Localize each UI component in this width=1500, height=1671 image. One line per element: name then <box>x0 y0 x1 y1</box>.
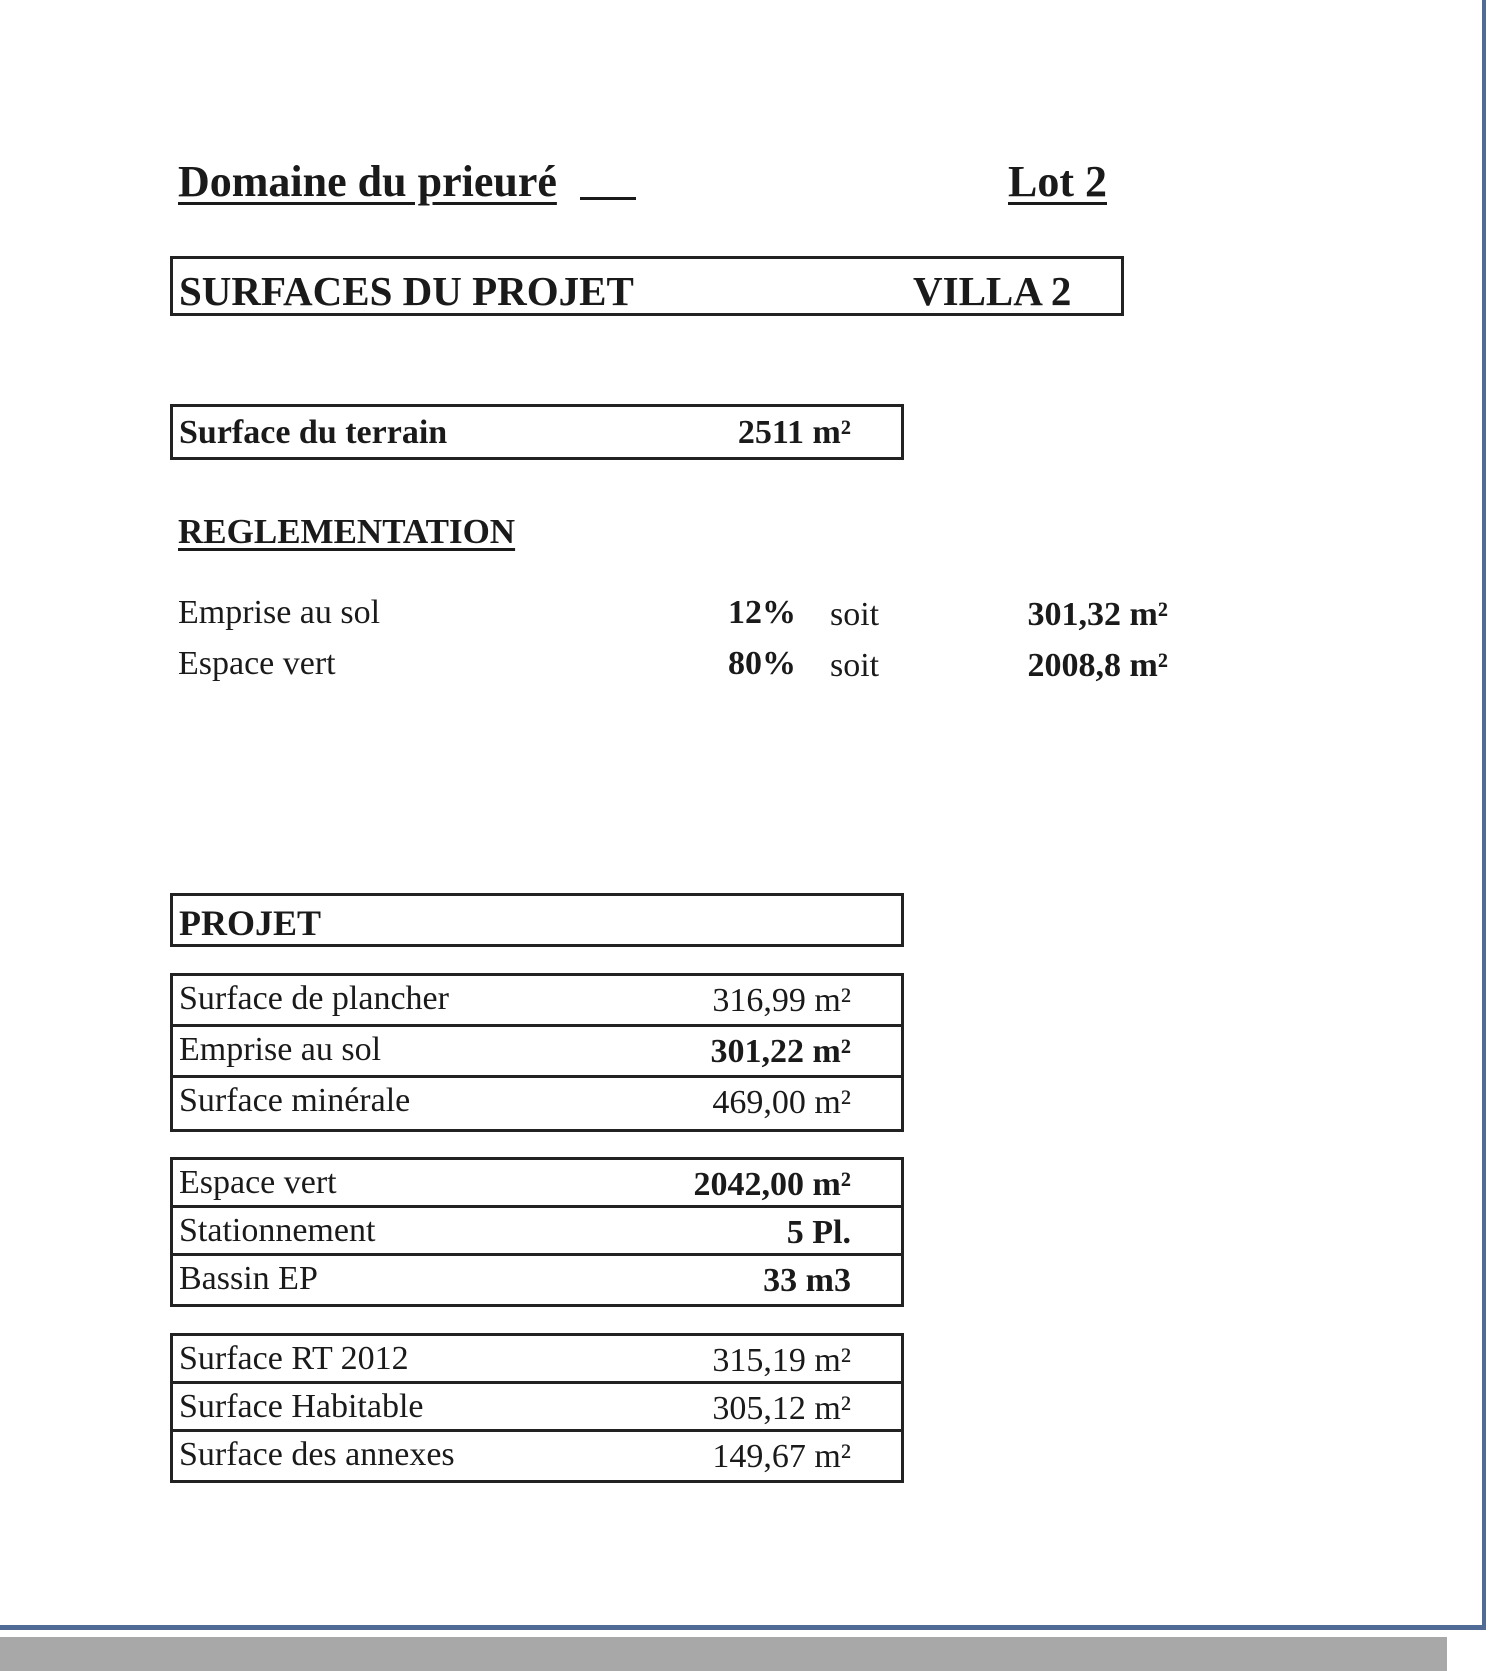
page-shadow <box>0 1637 1447 1671</box>
reg-soit: soit <box>830 596 880 633</box>
reg-value: 2008,8 m² <box>1027 647 1168 684</box>
terrain-label: Surface du terrain <box>179 414 448 451</box>
reg-percent: 80% <box>728 645 796 682</box>
row-value: 5 Pl. <box>786 1214 851 1251</box>
reg-label: Emprise au sol <box>178 594 381 631</box>
projet-header-box <box>170 893 904 947</box>
row-value: 301,22 m² <box>710 1033 851 1070</box>
row-label: Bassin EP <box>179 1260 318 1297</box>
row-label: Espace vert <box>179 1164 337 1201</box>
row-label: Surface minérale <box>179 1082 411 1119</box>
reg-percent: 12% <box>728 594 796 631</box>
row-label: Stationnement <box>179 1212 376 1249</box>
row-value: 469,00 m² <box>712 1084 851 1121</box>
table-row <box>173 1336 901 1384</box>
table-row <box>173 1027 901 1078</box>
row-label: Emprise au sol <box>179 1031 382 1068</box>
row-value: 33 m3 <box>763 1262 851 1299</box>
document-title: Domaine du prieuré <box>178 157 557 206</box>
header-label: SURFACES DU PROJET <box>179 268 634 314</box>
row-value: 305,12 m² <box>712 1390 851 1427</box>
row-value: 149,67 m² <box>712 1438 851 1475</box>
terrain-surface-box <box>170 404 904 460</box>
row-label: Surface RT 2012 <box>179 1340 409 1377</box>
project-surfaces-header <box>170 256 1124 316</box>
reg-label: Espace vert <box>178 645 336 682</box>
reg-soit: soit <box>830 647 880 684</box>
table-row <box>173 1432 901 1480</box>
row-label: Surface des annexes <box>179 1436 455 1473</box>
villa-label: VILLA 2 <box>913 268 1072 314</box>
terrain-value: 2511 m² <box>737 414 851 451</box>
table-row <box>173 1256 901 1304</box>
reglementation-row <box>178 645 1178 693</box>
title-underline-trail <box>580 197 636 200</box>
reg-value: 301,32 m² <box>1027 596 1168 633</box>
reglementation-row <box>178 594 1178 642</box>
table-row <box>173 976 901 1027</box>
projet-green-parking-table <box>170 1157 904 1307</box>
table-row <box>173 1078 901 1129</box>
lot-label: Lot 2 <box>1008 157 1107 206</box>
table-row <box>173 1160 901 1208</box>
row-label: Surface Habitable <box>179 1388 424 1425</box>
row-label: Surface de plancher <box>179 980 449 1017</box>
row-value: 2042,00 m² <box>693 1166 851 1203</box>
row-value: 315,19 m² <box>712 1342 851 1379</box>
projet-habitable-table <box>170 1333 904 1483</box>
projet-heading: PROJET <box>179 903 322 943</box>
reglementation-heading: REGLEMENTATION <box>178 512 516 551</box>
table-row <box>173 1384 901 1432</box>
projet-surfaces-table <box>170 973 904 1132</box>
row-value: 316,99 m² <box>712 982 851 1019</box>
table-row <box>173 1208 901 1256</box>
